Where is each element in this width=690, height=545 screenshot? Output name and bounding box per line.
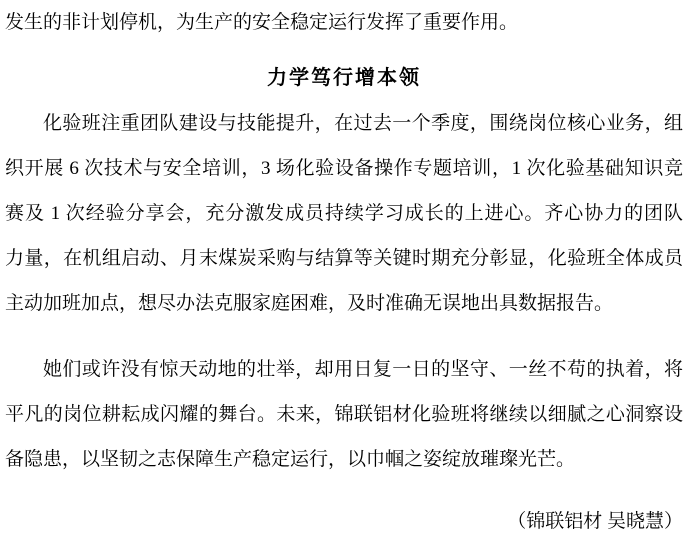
body-line: 力量，在机组启动、月末煤炭采购与结算等关键时期充分彰显，化验班全体成员 xyxy=(5,248,683,269)
byline: （锦联铝材 吴晓慧） xyxy=(507,511,683,532)
body-line: 化验班注重团队建设与技能提升，在过去一个季度，围绕岗位核心业务，组 xyxy=(43,113,683,134)
intro-line: 发生的非计划停机，为生产的安全稳定运行发挥了重要作用。 xyxy=(5,12,519,33)
body-line: 备隐患，以坚韧之志保障生产稳定运行，以巾帼之姿绽放璀璨光芒。 xyxy=(5,449,576,470)
body-line: 她们或许没有惊天动地的壮举，却用日复一日的坚守、一丝不苟的执着，将 xyxy=(43,359,683,380)
paragraph-closing xyxy=(5,347,683,482)
paragraph-team xyxy=(5,101,683,326)
body-line: 平凡的岗位耕耘成闪耀的舞台。未来，锦联铝材化验班将继续以细腻之心洞察设 xyxy=(5,404,683,425)
body-line: 赛及 1 次经验分享会，充分激发成员持续学习成长的上进心。齐心协力的团队 xyxy=(5,203,683,224)
body-line: 主动加班加点，想尽办法克服家庭困难，及时准确无误地出具数据报告。 xyxy=(5,293,614,314)
section-heading: 力学笃行增本领 xyxy=(267,67,421,89)
body-line: 织开展 6 次技术与安全培训，3 场化验设备操作专题培训，1 次化验基础知识竞 xyxy=(5,158,683,179)
